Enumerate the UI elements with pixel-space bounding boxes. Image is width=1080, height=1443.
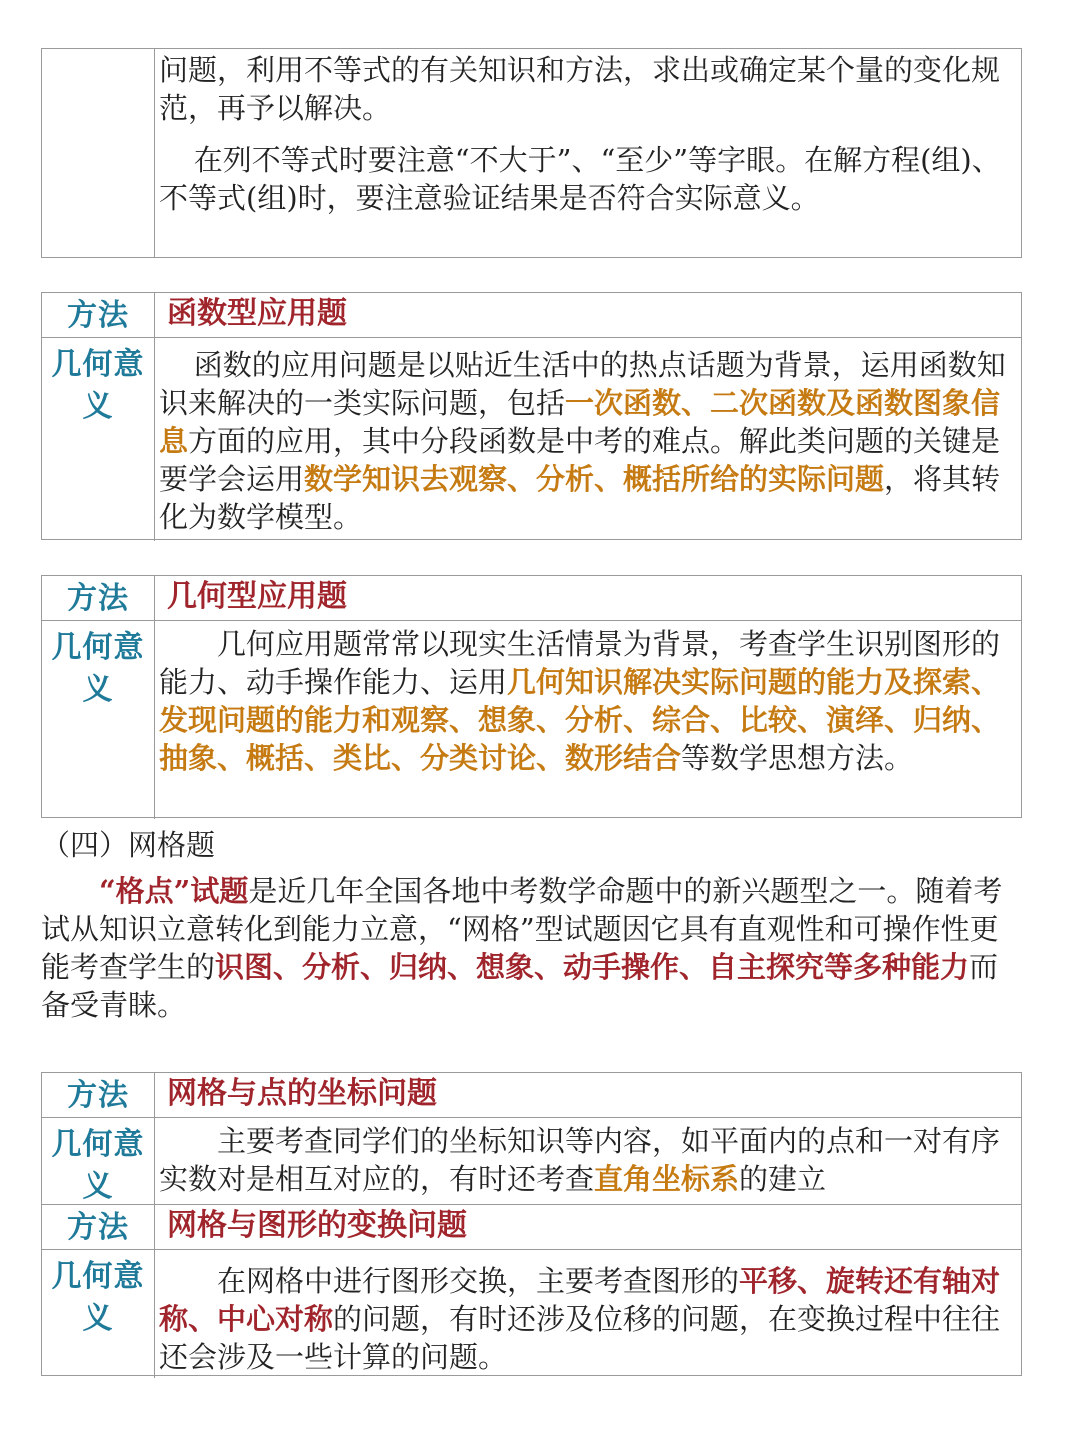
meaning-body xyxy=(155,1118,1021,1204)
highlight-segment: 数学知识去观察、分析、概括所给的实际问题 xyxy=(304,462,885,496)
method-row-2 xyxy=(42,1204,1021,1249)
method-label: 方法 xyxy=(42,293,155,337)
continued-paragraph-2: 在列不等式时要注意“不大于”、“至少”等字眼。在解方程(组)、不等式(组)时，要注意验证结果是否符合实际意义。 xyxy=(159,143,1001,215)
method-row xyxy=(42,1073,1021,1117)
meaning-paragraph-2 xyxy=(159,1262,1017,1376)
section-heading: （四）网格题 xyxy=(41,828,216,862)
meaning-body xyxy=(155,621,1021,819)
method-title: 几何型应用题 xyxy=(167,579,347,614)
text-segment: 在网格中进行图形交换，主要考查图形的 xyxy=(217,1264,740,1298)
method-row xyxy=(42,293,1021,337)
meaning-label-2: 几何意义 xyxy=(42,1250,155,1378)
method-label: 方法 xyxy=(42,1073,155,1117)
meaning-paragraph xyxy=(159,625,1017,777)
text-segment: 等数学思想方法。 xyxy=(681,741,914,775)
meaning-row xyxy=(42,337,1021,541)
highlight-segment: 平移、旋转还有轴对称、中心对称 xyxy=(159,1264,1001,1336)
continued-row xyxy=(42,49,1021,257)
grid-intro-paragraph xyxy=(41,872,1022,1024)
highlight-segment: “格点”试题 xyxy=(99,874,249,908)
meaning-body xyxy=(155,338,1021,541)
section-paragraph xyxy=(41,872,1022,1024)
empty-label-cell xyxy=(42,49,155,257)
text-segment: 几何应用题常常以现实生活情景为背景，考查学生识别图形的能力、动手操作能力、运用 xyxy=(159,627,1001,699)
meaning-body-2 xyxy=(155,1250,1021,1378)
meaning-label: 几何意义 xyxy=(42,621,155,819)
continued-table xyxy=(41,48,1022,258)
meaning-label: 几何意义 xyxy=(42,1118,155,1204)
text-segment: 的建立 xyxy=(739,1162,827,1196)
method-label: 方法 xyxy=(42,576,155,620)
text-segment: 函数的应用问题是以贴近生活中的热点话题为背景，运用函数知识来解决的一类实际问题，包括 xyxy=(159,348,1006,420)
method-title: 网格与点的坐标问题 xyxy=(167,1076,437,1111)
continued-body xyxy=(155,49,1021,257)
highlight-segment: 一次函数、二次函数及函数图象信息 xyxy=(159,386,1001,458)
meaning-paragraph xyxy=(159,1122,1017,1198)
grid-problem-table xyxy=(41,1072,1022,1376)
meaning-row xyxy=(42,620,1021,819)
method-row xyxy=(42,576,1021,620)
method-title: 函数型应用题 xyxy=(167,296,347,331)
highlight-segment: 几何知识解决实际问题的能力及探索、发现问题的能力和观察、想象、分析、综合、比较、演绎、归纳、抽象、概括、类比、分类讨论、数形结合 xyxy=(159,665,1001,775)
meaning-row-2 xyxy=(42,1249,1021,1378)
function-problem-table xyxy=(41,292,1022,540)
text-segment: 的问题，有时还涉及位移的问题，在变换过程中往往还会涉及一些计算的问题。 xyxy=(159,1302,1001,1374)
text-segment: 方面的应用，其中分段函数是中考的难点。解此类问题的关键是要学会运用 xyxy=(159,424,1001,496)
meaning-paragraph xyxy=(159,346,1017,536)
text-segment: 而备受青睐。 xyxy=(41,950,999,1022)
method-label-2: 方法 xyxy=(42,1205,155,1249)
text-segment: 是近几年全国各地中考数学命题中的新兴题型之一。随着考试从知识立意转化到能力立意，“网格”型试题因它具有直观性和可操作性更能考查学生的 xyxy=(41,874,1003,984)
method-title-2: 网格与图形的变换问题 xyxy=(167,1208,467,1243)
highlight-segment: 识图、分析、归纳、想象、动手操作、自主探究等多种能力 xyxy=(215,950,970,984)
meaning-row xyxy=(42,1117,1021,1204)
highlight-segment: 直角坐标系 xyxy=(594,1162,740,1196)
continued-paragraph-1: 问题，利用不等式的有关知识和方法，求出或确定某个量的变化规范，再予以解决。 xyxy=(159,53,1001,125)
text-segment: 主要考查同学们的坐标知识等内容，如平面内的点和一对有序实数对是相互对应的，有时还考查 xyxy=(159,1124,1001,1196)
text-segment: ，将其转化为数学模型。 xyxy=(159,462,1001,534)
geometry-problem-table xyxy=(41,575,1022,818)
meaning-label: 几何意义 xyxy=(42,338,155,541)
